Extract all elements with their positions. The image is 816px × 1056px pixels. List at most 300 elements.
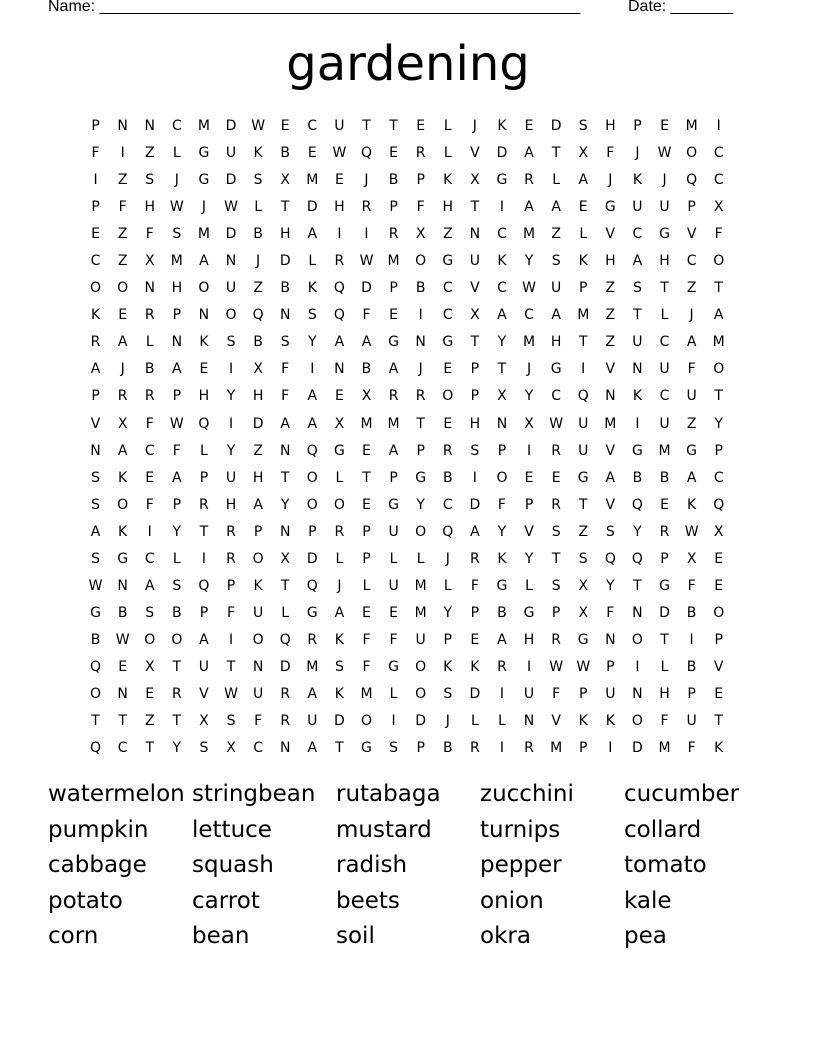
grid-letter: T [714, 388, 723, 405]
grid-letter: X [226, 740, 236, 757]
grid-letter: W [549, 415, 564, 432]
grid-letter: U [659, 199, 670, 216]
grid-letter: V [605, 496, 616, 513]
grid-letter: J [526, 361, 532, 378]
grid-letter: O [198, 280, 210, 297]
grid-letter: V [551, 713, 561, 730]
grid-letter: X [524, 415, 534, 432]
grid-letter: I [201, 550, 206, 567]
grid-letter: P [497, 442, 507, 459]
grid-letter: A [497, 631, 507, 648]
grid-letter: O [496, 469, 508, 486]
grid-letter: Q [577, 388, 589, 405]
grid-letter: W [224, 199, 238, 216]
grid-letter: V [713, 658, 724, 675]
grid-letter: H [442, 199, 454, 216]
grid-letter: G [659, 577, 670, 594]
grid-letter: R [388, 226, 399, 243]
grid-letter: Q [279, 631, 291, 648]
grid-letter: F [362, 307, 371, 324]
grid-letter: A [605, 469, 616, 486]
grid-letter: L [172, 550, 181, 567]
grid-letter: R [551, 496, 561, 513]
grid-letter: R [415, 388, 426, 405]
grid-letter: P [524, 496, 534, 513]
grid-letter: S [253, 172, 263, 189]
grid-letter: J [445, 713, 450, 730]
grid-letter: U [605, 685, 616, 702]
grid-letter: J [445, 550, 450, 567]
grid-letter: S [443, 685, 453, 702]
grid-letter: C [253, 740, 263, 757]
grid-letter: F [226, 604, 236, 621]
grid-letter: R [144, 388, 155, 405]
grid-letter: H [550, 334, 562, 351]
grid-letter: L [389, 550, 398, 567]
grid-letter: M [523, 334, 536, 351]
grid-letter: H [171, 280, 183, 297]
grid-letter: N [225, 253, 237, 270]
grid-letter: J [337, 577, 342, 594]
grid-letter: P [416, 740, 425, 757]
grid-letter: H [279, 226, 291, 243]
grid-letter: G [388, 334, 399, 351]
grid-letter: A [307, 388, 318, 405]
grid-letter: K [334, 631, 344, 648]
grid-letter: A [334, 334, 345, 351]
grid-letter: P [199, 469, 209, 486]
grid-letter: B [280, 280, 290, 297]
grid-letter: S [91, 550, 100, 567]
grid-letter: Y [497, 334, 507, 351]
grid-letter: A [686, 334, 697, 351]
word-list-item: corn [48, 923, 99, 949]
grid-letter: C [307, 118, 318, 134]
grid-letter: C [659, 334, 670, 351]
grid-letter: S [91, 469, 100, 486]
grid-letter: P [606, 658, 615, 675]
grid-letter: D [225, 118, 237, 134]
grid-letter: R [415, 145, 426, 162]
grid-letter: E [416, 118, 426, 134]
grid-letter: E [714, 550, 724, 567]
grid-letter: Z [551, 226, 561, 243]
grid-letter: Y [524, 253, 534, 270]
grid-letter: P [714, 631, 723, 648]
grid-letter: S [389, 740, 399, 757]
grid-letter: C [497, 226, 507, 243]
grid-letter: T [362, 118, 371, 134]
grid-letter: O [442, 388, 454, 405]
grid-letter: E [660, 496, 669, 513]
grid-letter: A [307, 226, 318, 243]
grid-letter: K [307, 280, 317, 297]
grid-letter: C [144, 442, 155, 459]
grid-letter: K [632, 388, 643, 405]
grid-letter: Z [117, 226, 128, 243]
grid-letter: I [635, 658, 640, 675]
grid-letter: E [389, 145, 398, 162]
grid-letter: Y [308, 334, 317, 351]
grid-letter: F [687, 577, 696, 594]
grid-letter: T [416, 415, 425, 432]
grid-letter: K [443, 172, 453, 189]
grid-letter: E [118, 307, 128, 324]
word-list-item: watermelon [48, 781, 185, 807]
grid-letter: D [659, 604, 670, 621]
grid-letter: L [660, 307, 669, 324]
grid-letter: E [91, 226, 100, 243]
grid-letter: U [307, 713, 318, 730]
grid-letter: W [169, 199, 184, 216]
grid-letter: G [604, 199, 616, 216]
grid-letter: Z [253, 442, 263, 459]
grid-letter: X [578, 577, 589, 594]
grid-letter: I [499, 685, 505, 702]
grid-letter: Z [605, 280, 616, 297]
grid-letter: F [362, 658, 371, 675]
grid-letter: O [713, 253, 725, 270]
grid-letter: T [714, 713, 723, 730]
grid-letter: E [307, 145, 317, 162]
grid-letter: N [144, 280, 155, 297]
grid-letter: X [578, 145, 589, 162]
word-list-item: lettuce [192, 816, 272, 843]
grid-letter: I [228, 361, 234, 378]
grid-letter: W [657, 145, 672, 162]
grid-letter: F [281, 361, 290, 378]
grid-letter: P [470, 604, 480, 621]
grid-letter: R [388, 388, 399, 405]
word-list-item: turnips [480, 816, 561, 843]
grid-letter: G [117, 550, 129, 567]
grid-letter: F [389, 631, 398, 648]
grid-letter: L [335, 469, 344, 486]
grid-letter: H [144, 199, 155, 216]
grid-letter: S [91, 496, 100, 513]
grid-letter: J [662, 172, 667, 189]
grid-letter: U [659, 415, 670, 432]
grid-letter: R [551, 631, 561, 648]
grid-letter: X [415, 226, 426, 243]
grid-letter: O [90, 685, 102, 702]
grid-letter: M [712, 334, 725, 351]
grid-letter: E [551, 469, 561, 486]
grid-letter: P [362, 550, 371, 567]
grid-letter: J [120, 361, 125, 378]
grid-letter: T [633, 307, 642, 324]
grid-letter: V [686, 226, 697, 243]
grid-letter: X [280, 550, 290, 567]
grid-letter: E [362, 496, 371, 513]
grid-letter: N [279, 740, 291, 757]
grid-letter: B [442, 469, 453, 486]
word-list-item: squash [192, 852, 274, 878]
grid-letter: N [632, 604, 643, 621]
grid-letter: L [200, 442, 208, 459]
grid-letter: F [281, 388, 290, 405]
grid-letter: U [469, 253, 480, 270]
grid-letter: M [306, 172, 319, 189]
grid-letter: R [469, 550, 480, 567]
grid-letter: E [118, 658, 128, 675]
grid-letter: X [686, 550, 697, 567]
grid-letter: P [172, 496, 182, 513]
grid-letter: K [118, 469, 128, 486]
grid-letter: A [117, 334, 128, 351]
grid-letter: N [415, 334, 426, 351]
grid-letter: H [252, 469, 264, 486]
grid-letter: P [308, 523, 317, 540]
page-title: gardening [286, 36, 530, 92]
grid-letter: S [307, 307, 317, 324]
grid-letter: H [605, 118, 616, 134]
grid-letter: I [472, 469, 477, 486]
grid-letter: H [659, 253, 670, 270]
grid-letter: A [470, 523, 480, 540]
grid-letter: M [170, 253, 183, 270]
grid-letter: X [361, 388, 372, 405]
word-list-item: bean [192, 923, 250, 949]
grid-letter: S [280, 334, 290, 351]
grid-letter: Z [605, 307, 616, 324]
grid-letter: T [714, 280, 723, 297]
grid-letter: X [199, 713, 209, 730]
grid-letter: N [144, 118, 155, 134]
grid-letter: U [198, 658, 210, 675]
grid-letter: O [117, 280, 129, 297]
word-list-item: cucumber [624, 781, 740, 807]
grid-letter: F [606, 145, 615, 162]
grid-letter: B [361, 361, 372, 378]
grid-letter: Q [198, 415, 210, 432]
grid-letter: N [171, 334, 183, 351]
grid-letter: O [360, 713, 372, 730]
grid-letter: O [144, 631, 156, 648]
grid-letter: U [252, 685, 264, 702]
grid-letter: J [472, 118, 477, 134]
grid-letter: W [576, 658, 591, 675]
grid-letter: H [469, 415, 481, 432]
grid-letter: K [605, 713, 615, 730]
grid-letter: P [91, 388, 100, 405]
grid-letter: Q [360, 145, 372, 162]
word-list-item: pea [624, 923, 667, 949]
word-list-item: carrot [192, 887, 260, 914]
grid-letter: L [443, 118, 452, 134]
grid-letter: P [226, 577, 236, 594]
grid-letter: Q [686, 172, 698, 189]
grid-letter: X [280, 172, 290, 189]
grid-letter: M [577, 307, 590, 324]
grid-letter: B [659, 469, 670, 486]
grid-letter: Y [226, 442, 236, 459]
word-list-item: soil [336, 923, 375, 949]
grid-letter: A [117, 442, 128, 459]
grid-letter: P [714, 442, 723, 459]
grid-letter: Q [631, 550, 643, 567]
grid-letter: S [199, 740, 209, 757]
grid-letter: R [524, 740, 534, 757]
grid-letter: Y [280, 496, 290, 513]
grid-letter: P [91, 118, 100, 134]
grid-letter: Z [578, 523, 589, 540]
grid-letter: J [418, 361, 423, 378]
grid-letter: M [658, 442, 671, 459]
grid-letter: L [389, 685, 398, 702]
grid-letter: D [334, 713, 345, 730]
grid-letter: T [660, 280, 669, 297]
grid-letter: S [551, 577, 561, 594]
grid-letter: X [470, 307, 480, 324]
word-list [48, 777, 768, 955]
grid-letter: D [306, 199, 318, 216]
grid-letter: A [551, 307, 561, 324]
grid-letter: W [359, 253, 374, 270]
grid-letter: A [388, 442, 399, 459]
grid-letter: M [360, 685, 373, 702]
grid-letter: P [389, 469, 398, 486]
grid-letter: P [91, 199, 100, 216]
grid-letter: A [578, 172, 589, 189]
grid-letter: A [334, 604, 345, 621]
grid-letter: R [171, 685, 182, 702]
grid-letter: R [361, 199, 372, 216]
grid-letter: O [415, 658, 427, 675]
grid-letter: K [470, 658, 480, 675]
grid-letter: B [388, 172, 399, 189]
grid-letter: A [551, 199, 561, 216]
grid-letter: T [633, 577, 642, 594]
grid-letter: S [551, 523, 561, 540]
grid-letter: T [280, 199, 290, 216]
grid-letter: P [579, 740, 588, 757]
word-list-item: cabbage [48, 852, 147, 878]
grid-letter: R [551, 442, 561, 459]
grid-letter: V [524, 523, 534, 540]
grid-letter: P [416, 442, 425, 459]
grid-letter: C [90, 253, 101, 270]
grid-letter: Q [252, 307, 264, 324]
grid-letter: D [225, 172, 237, 189]
grid-letter: L [470, 713, 479, 730]
grid-letter: S [578, 550, 588, 567]
grid-letter: M [306, 658, 319, 675]
grid-letter: O [713, 361, 725, 378]
grid-letter: U [225, 280, 237, 297]
grid-letter: S [145, 604, 155, 621]
grid-letter: A [686, 469, 697, 486]
grid-letter: P [579, 685, 588, 702]
grid-letter: M [658, 740, 671, 757]
grid-letter: Q [631, 496, 643, 513]
grid-letter: W [169, 415, 184, 432]
grid-letter: O [686, 145, 698, 162]
grid-letter: H [659, 685, 670, 702]
grid-letter: Z [686, 280, 697, 297]
grid-letter: B [497, 604, 507, 621]
grid-letter: H [334, 199, 345, 216]
grid-letter: F [687, 361, 696, 378]
grid-letter: A [524, 199, 534, 216]
grid-letter: X [470, 172, 480, 189]
grid-letter: G [577, 631, 589, 648]
grid-letter: R [334, 523, 345, 540]
grid-letter: L [525, 577, 533, 594]
grid-letter: T [660, 631, 669, 648]
grid-letter: I [310, 361, 315, 378]
grid-letter: Z [117, 253, 128, 270]
grid-letter: E [389, 604, 398, 621]
grid-letter: Y [524, 388, 534, 405]
grid-letter: Y [226, 388, 236, 405]
grid-letter: B [280, 145, 290, 162]
grid-letter: B [686, 658, 697, 675]
grid-letter: Y [606, 577, 615, 594]
grid-letter: I [391, 713, 396, 730]
grid-letter: L [362, 577, 371, 594]
grid-letter: Y [524, 550, 534, 567]
word-list-item: mustard [336, 816, 432, 843]
grid-letter: T [335, 740, 344, 757]
grid-letter: A [307, 415, 318, 432]
grid-letter: L [498, 713, 506, 730]
grid-letter: M [360, 415, 373, 432]
grid-letter: I [526, 658, 532, 675]
grid-letter: T [470, 199, 480, 216]
grid-letter: Q [713, 496, 725, 513]
grid-letter: V [605, 361, 616, 378]
grid-letter: Q [90, 658, 102, 675]
grid-letter: U [415, 631, 426, 648]
grid-letter: J [689, 307, 694, 324]
grid-letter: G [388, 496, 399, 513]
grid-letter: F [687, 740, 696, 757]
grid-letter: D [361, 280, 372, 297]
grid-letter: R [280, 685, 291, 702]
grid-letter: E [524, 469, 534, 486]
grid-letter: B [144, 361, 155, 378]
grid-letter: F [660, 713, 669, 730]
grid-letter: W [684, 523, 699, 540]
grid-letter: K [578, 713, 588, 730]
grid-letter: J [364, 172, 369, 189]
letter-grid [82, 113, 732, 762]
grid-letter: R [659, 523, 670, 540]
grid-letter: B [253, 226, 263, 243]
grid-letter: S [334, 658, 344, 675]
grid-letter: N [334, 361, 345, 378]
grid-letter: N [279, 307, 291, 324]
word-list-item: rutabaga [336, 781, 441, 807]
grid-letter: N [632, 685, 643, 702]
grid-letter: P [687, 199, 696, 216]
word-list-item: stringbean [192, 781, 316, 807]
grid-letter: N [496, 415, 508, 432]
grid-letter: I [689, 631, 694, 648]
grid-letter: D [632, 740, 643, 757]
grid-letter: L [254, 199, 263, 216]
date-field-label: Date: _______ [628, 0, 733, 15]
grid-letter: O [415, 685, 427, 702]
grid-letter: O [252, 550, 264, 567]
grid-letter: R [307, 631, 318, 648]
grid-letter: K [497, 550, 507, 567]
grid-letter: C [713, 172, 724, 189]
grid-letter: O [306, 469, 318, 486]
grid-letter: V [470, 280, 480, 297]
grid-letter: B [686, 604, 697, 621]
